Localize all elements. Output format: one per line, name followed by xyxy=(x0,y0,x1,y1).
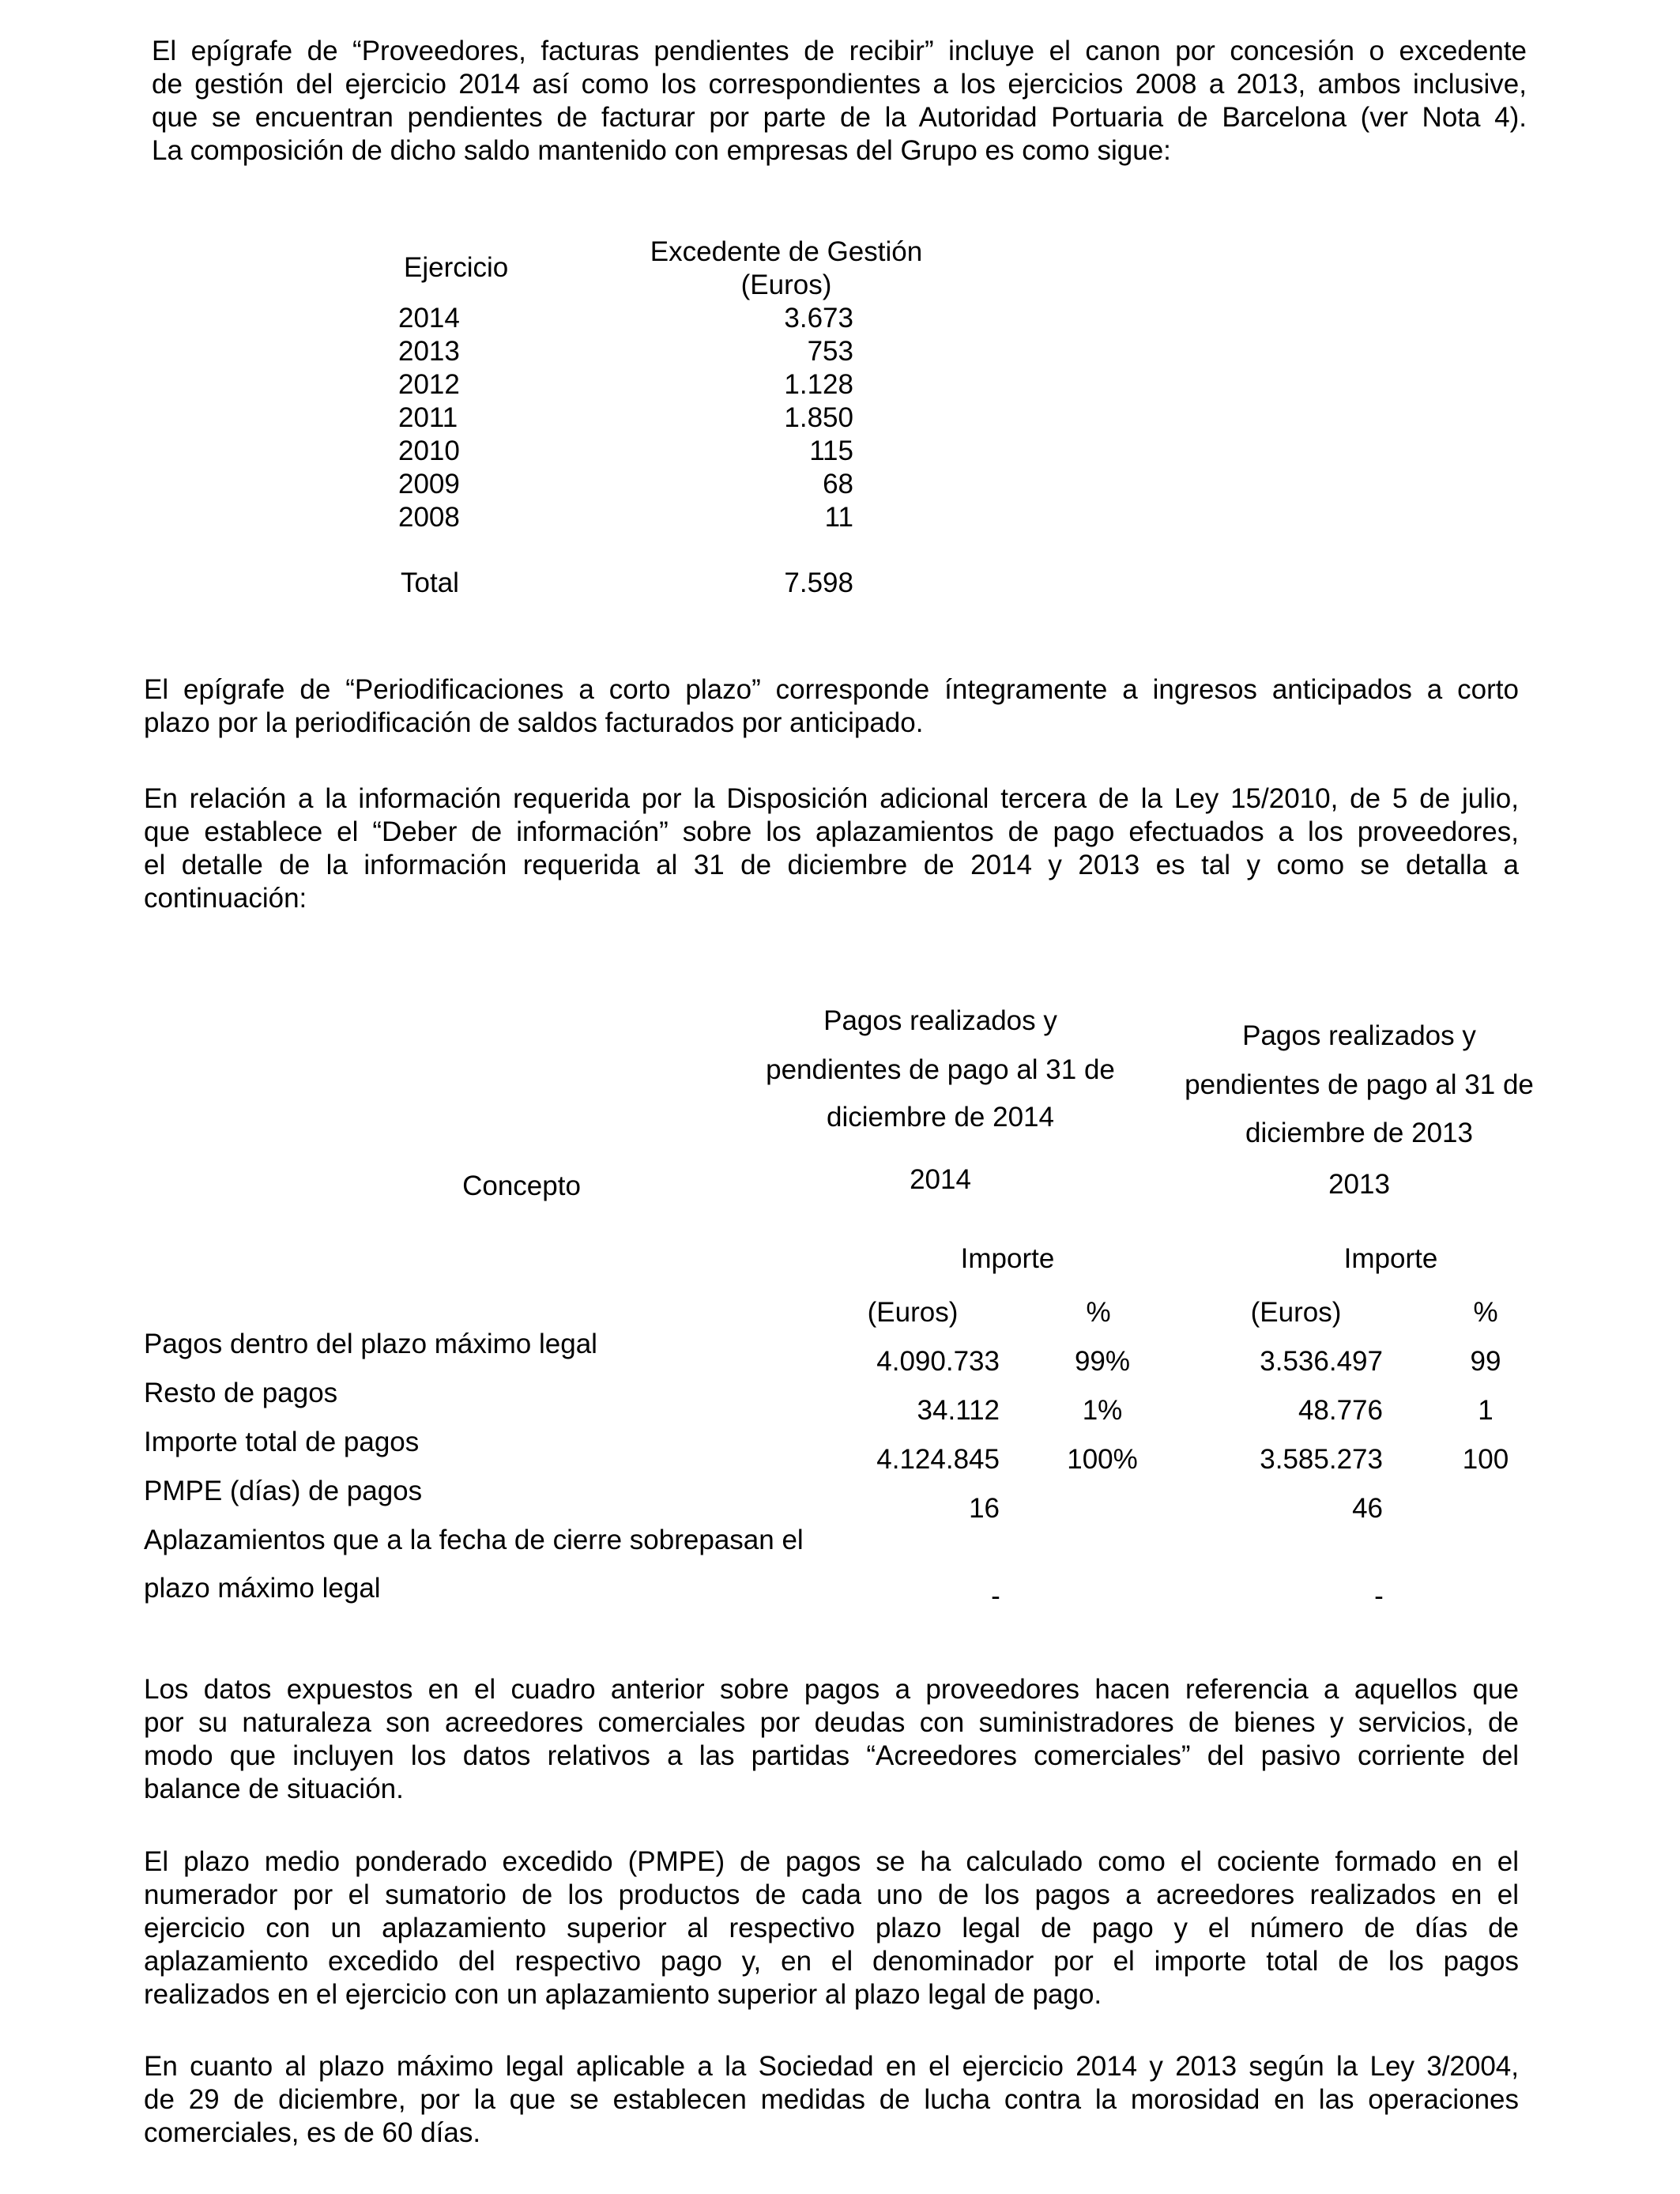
table2-euros-2013-value: 48.776 xyxy=(1298,1395,1383,1426)
table1-year: 2012 xyxy=(398,369,460,400)
paragraph-pmpe xyxy=(144,1845,1519,2011)
table1-value: 115 xyxy=(809,435,853,466)
text-line: En cuanto al plazo máximo legal aplicable a la Sociedad en el ejercicio 2014 y 2013 según la Ley 3/2004, xyxy=(144,2051,1519,2082)
table1-total-value: 7.598 xyxy=(784,567,853,598)
text-line: por su naturaleza son acreedores comerciales por deudas con suministradores de bienes y servicios, de xyxy=(144,1707,1519,1738)
text-line: comerciales, es de 60 días. xyxy=(144,2117,481,2148)
text-line: que se encuentran pendientes de facturar por parte de la Autoridad Portuaria de Barcelona (ver Nota 4). xyxy=(152,102,1527,133)
text-line: modo que incluyen los datos relativos a las partidas “Acreedores comerciales” del pasivo corriente del xyxy=(144,1740,1519,1771)
paragraph-deber-informacion xyxy=(144,782,1519,915)
table1-value: 753 xyxy=(807,336,853,367)
table1-header-unit: (Euros) xyxy=(740,270,832,300)
table1-value: 1.850 xyxy=(784,402,853,433)
text-line: realizados en el ejercicio con un aplazamiento superior al plazo legal de pago. xyxy=(144,1979,1102,2010)
table2-heading-2013: Pagos realizados y xyxy=(1242,1020,1476,1051)
text-line: aplazamiento excedido del respectivo pago y, en el denominador por el importe total de los pagos xyxy=(144,1946,1519,1977)
table2-pct-2014-value: 1% xyxy=(1082,1395,1123,1426)
table2-pct-2013: % xyxy=(1473,1297,1498,1328)
text-line: El epígrafe de “Proveedores, facturas pendientes de recibir” incluye el canon por concesión o excedente xyxy=(152,36,1527,66)
table2-pct-2014-value: 100% xyxy=(1067,1444,1138,1475)
table1-year: 2011 xyxy=(398,402,458,433)
table2-pct-2013-value: 99 xyxy=(1470,1346,1501,1377)
table1-total-label: Total xyxy=(401,567,459,598)
text-line: de gestión del ejercicio 2014 así como los correspondientes a los ejercicios 2008 a 2013, ambos inclusive, xyxy=(152,69,1527,100)
table2-euros-2014-value: 4.124.845 xyxy=(876,1444,1000,1475)
table1-year: 2014 xyxy=(398,303,460,334)
text-line: ejercicio con un aplazamiento superior al respectivo plazo legal de pago y el número de días de xyxy=(144,1913,1519,1943)
table2-euros-2014-value: 34.112 xyxy=(917,1395,1000,1426)
table2-heading-2014: pendientes de pago al 31 de xyxy=(766,1054,1115,1085)
table1-header-year: Ejercicio xyxy=(404,252,509,283)
text-line: de 29 de diciembre, por la que se establecen medidas de lucha contra la morosidad en las operaciones xyxy=(144,2084,1519,2115)
table2-row-label: Aplazamientos que a la fecha de cierre sobrepasan el xyxy=(144,1525,804,1555)
table2-row-label: Importe total de pagos xyxy=(144,1427,420,1457)
table2-euros-2014-value: 16 xyxy=(969,1493,1000,1524)
table1-value: 1.128 xyxy=(784,369,853,400)
table2-concepto-header: Concepto xyxy=(462,1171,581,1201)
table2-pct-2013-value: 1 xyxy=(1478,1395,1494,1426)
table2-euros-2014-value: - xyxy=(991,1581,1000,1612)
text-line: plazo por la periodificación de saldos facturados por anticipado. xyxy=(144,707,924,738)
table2-row-label: Resto de pagos xyxy=(144,1378,338,1408)
table2-euros-2013-value: - xyxy=(1374,1581,1384,1612)
text-line: En relación a la información requerida por la Disposición adicional tercera de la Ley 15/2010, de 5 de julio, xyxy=(144,783,1519,814)
table1-value: 11 xyxy=(824,502,853,533)
table2-pct-2014: % xyxy=(1086,1297,1111,1328)
table1-value: 3.673 xyxy=(784,303,853,334)
table2-heading-2013: pendientes de pago al 31 de xyxy=(1185,1069,1534,1100)
table2-heading-2014: Pagos realizados y xyxy=(823,1005,1057,1036)
table2-euros-2014: (Euros) xyxy=(867,1297,959,1328)
table2-year-2013: 2013 xyxy=(1328,1169,1390,1200)
text-line: que establece el “Deber de información” sobre los aplazamientos de pago efectuados a los proveedores, xyxy=(144,816,1519,847)
table2-euros-2014-value: 4.090.733 xyxy=(876,1346,1000,1377)
text-line: balance de situación. xyxy=(144,1774,404,1804)
table2-row-label: Pagos dentro del plazo máximo legal xyxy=(144,1329,597,1359)
paragraph-proveedores xyxy=(152,35,1527,168)
text-line: numerador por el sumatorio de los productos de cada uno de los pagos a acreedores realizados en el xyxy=(144,1879,1519,1910)
table2-euros-2013-value: 46 xyxy=(1352,1493,1383,1524)
table1-year: 2013 xyxy=(398,336,460,367)
table1-year: 2010 xyxy=(398,435,460,466)
table1-value: 68 xyxy=(823,469,853,499)
table1-header-value: Excedente de Gestión xyxy=(650,236,923,267)
table2-row-label: PMPE (días) de pagos xyxy=(144,1476,423,1506)
table2-heading-2014: diciembre de 2014 xyxy=(827,1102,1054,1133)
text-line: el detalle de la información requerida al 31 de diciembre de 2014 y 2013 es tal y como se detalla a xyxy=(144,850,1519,880)
table1-year: 2009 xyxy=(398,469,460,499)
table2-year-2014: 2014 xyxy=(910,1164,971,1195)
paragraph-plazo-maximo xyxy=(144,2050,1519,2150)
table2-euros-2013: (Euros) xyxy=(1250,1297,1342,1328)
text-line: El epígrafe de “Periodificaciones a corto plazo” corresponde íntegramente a ingresos anticipados a corto xyxy=(144,674,1519,705)
text-line: Los datos expuestos en el cuadro anterior sobre pagos a proveedores hacen referencia a aquellos que xyxy=(144,1674,1519,1705)
text-line: El plazo medio ponderado excedido (PMPE) de pagos se ha calculado como el cociente formado en el xyxy=(144,1846,1519,1877)
table2-pct-2013-value: 100 xyxy=(1462,1444,1509,1475)
paragraph-periodificaciones xyxy=(144,673,1519,740)
table2-row-label: plazo máximo legal xyxy=(144,1573,381,1604)
table2-euros-2013-value: 3.536.497 xyxy=(1260,1346,1383,1377)
table2-importe-2014: Importe xyxy=(960,1243,1055,1274)
table2-heading-2013: diciembre de 2013 xyxy=(1245,1118,1473,1148)
table1-year: 2008 xyxy=(398,502,460,533)
table2-euros-2013-value: 3.585.273 xyxy=(1260,1444,1383,1475)
text-line: La composición de dicho saldo mantenido con empresas del Grupo es como sigue: xyxy=(152,135,1171,166)
table2-pct-2014-value: 99% xyxy=(1074,1346,1131,1377)
table2-importe-2013: Importe xyxy=(1343,1243,1438,1274)
paragraph-datos-expuestos xyxy=(144,1673,1519,1806)
text-line: continuación: xyxy=(144,883,307,914)
